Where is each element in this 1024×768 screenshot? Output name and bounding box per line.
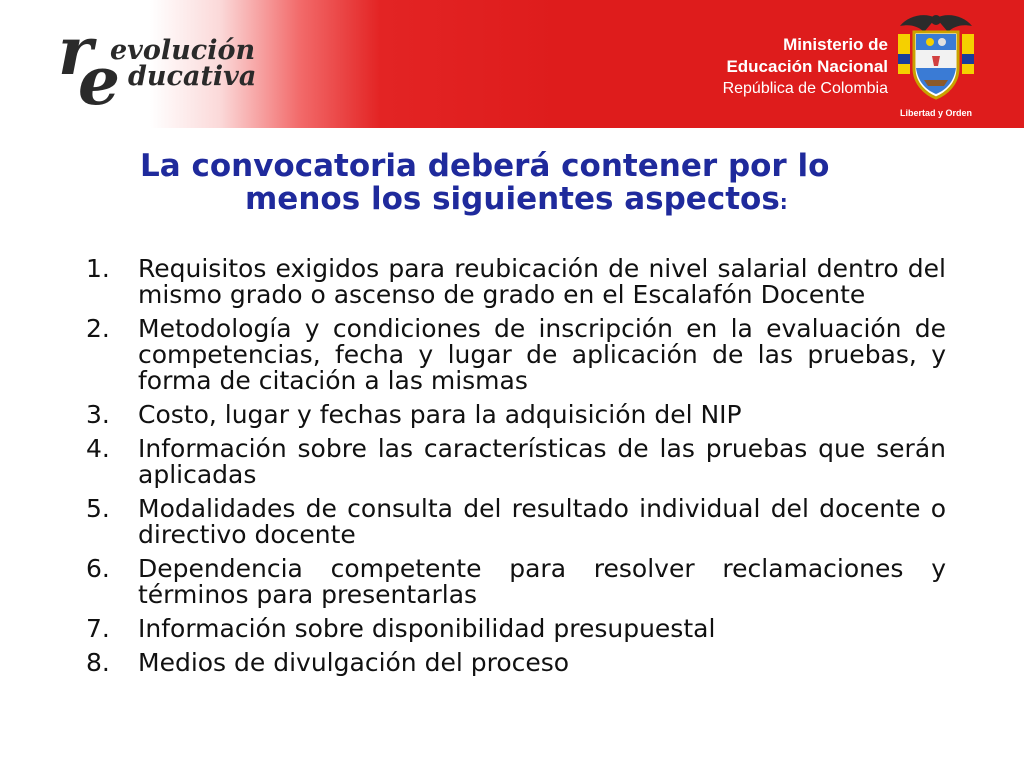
item-text: Información sobre las características de las pruebas que serán aplicadas (138, 434, 946, 489)
revolucion-educativa-logo (50, 12, 270, 120)
ministry-line-2: Educación Nacional (726, 57, 888, 76)
item-text: Información sobre disponibilidad presupuestal (138, 614, 716, 643)
logo-initial-e: e (78, 42, 120, 120)
logo-initial-r: r (58, 12, 93, 90)
ministry-line-1: Ministerio de (783, 35, 888, 54)
list-item (86, 316, 946, 394)
item-number: 8. (86, 648, 110, 677)
list-item (86, 650, 946, 676)
item-number: 1. (86, 254, 110, 283)
ministry-name (723, 34, 888, 100)
item-number: 5. (86, 494, 110, 523)
list-item (86, 616, 946, 642)
title-colon: : (779, 190, 788, 214)
list-item (86, 402, 946, 428)
title-line-1: La convocatoria deberá contener por lo (140, 148, 830, 184)
item-text: Dependencia competente para resolver reclamaciones y términos para presentarlas (138, 554, 946, 609)
item-text: Metodología y condiciones de inscripción en la evaluación de competencias, fecha y lugar de aplicación de las pruebas, y forma de citación a las mismas (138, 314, 946, 395)
item-text: Costo, lugar y fechas para la adquisición del NIP (138, 400, 742, 429)
list-item (86, 496, 946, 548)
logo-word-revolucion: evolución (110, 35, 256, 66)
title-line-2-text: menos los siguientes aspectos (245, 181, 780, 217)
logo-word-educativa: ducativa (128, 61, 257, 92)
item-number: 6. (86, 554, 110, 583)
item-number: 2. (86, 314, 110, 343)
list-item (86, 436, 946, 488)
item-number: 4. (86, 434, 110, 463)
item-text: Requisitos exigidos para reubicación de nivel salarial dentro del mismo grado o ascenso de grado en el Escalafón Docente (138, 254, 946, 309)
seal-motto: Libertad y Orden (899, 108, 972, 118)
list-item (86, 556, 946, 608)
aspects-list (86, 256, 946, 684)
item-text: Modalidades de consulta del resultado individual del docente o directivo docente (138, 494, 946, 549)
colombia-coat-of-arms-icon (894, 10, 978, 130)
slide-title (140, 150, 900, 219)
item-text: Medios de divulgación del proceso (138, 648, 570, 677)
item-number: 3. (86, 400, 110, 429)
item-number: 7. (86, 614, 110, 643)
list-item (86, 256, 946, 308)
title-line-2 (140, 183, 900, 219)
header-banner (0, 0, 1024, 128)
ministry-line-3: República de Colombia (722, 80, 888, 97)
